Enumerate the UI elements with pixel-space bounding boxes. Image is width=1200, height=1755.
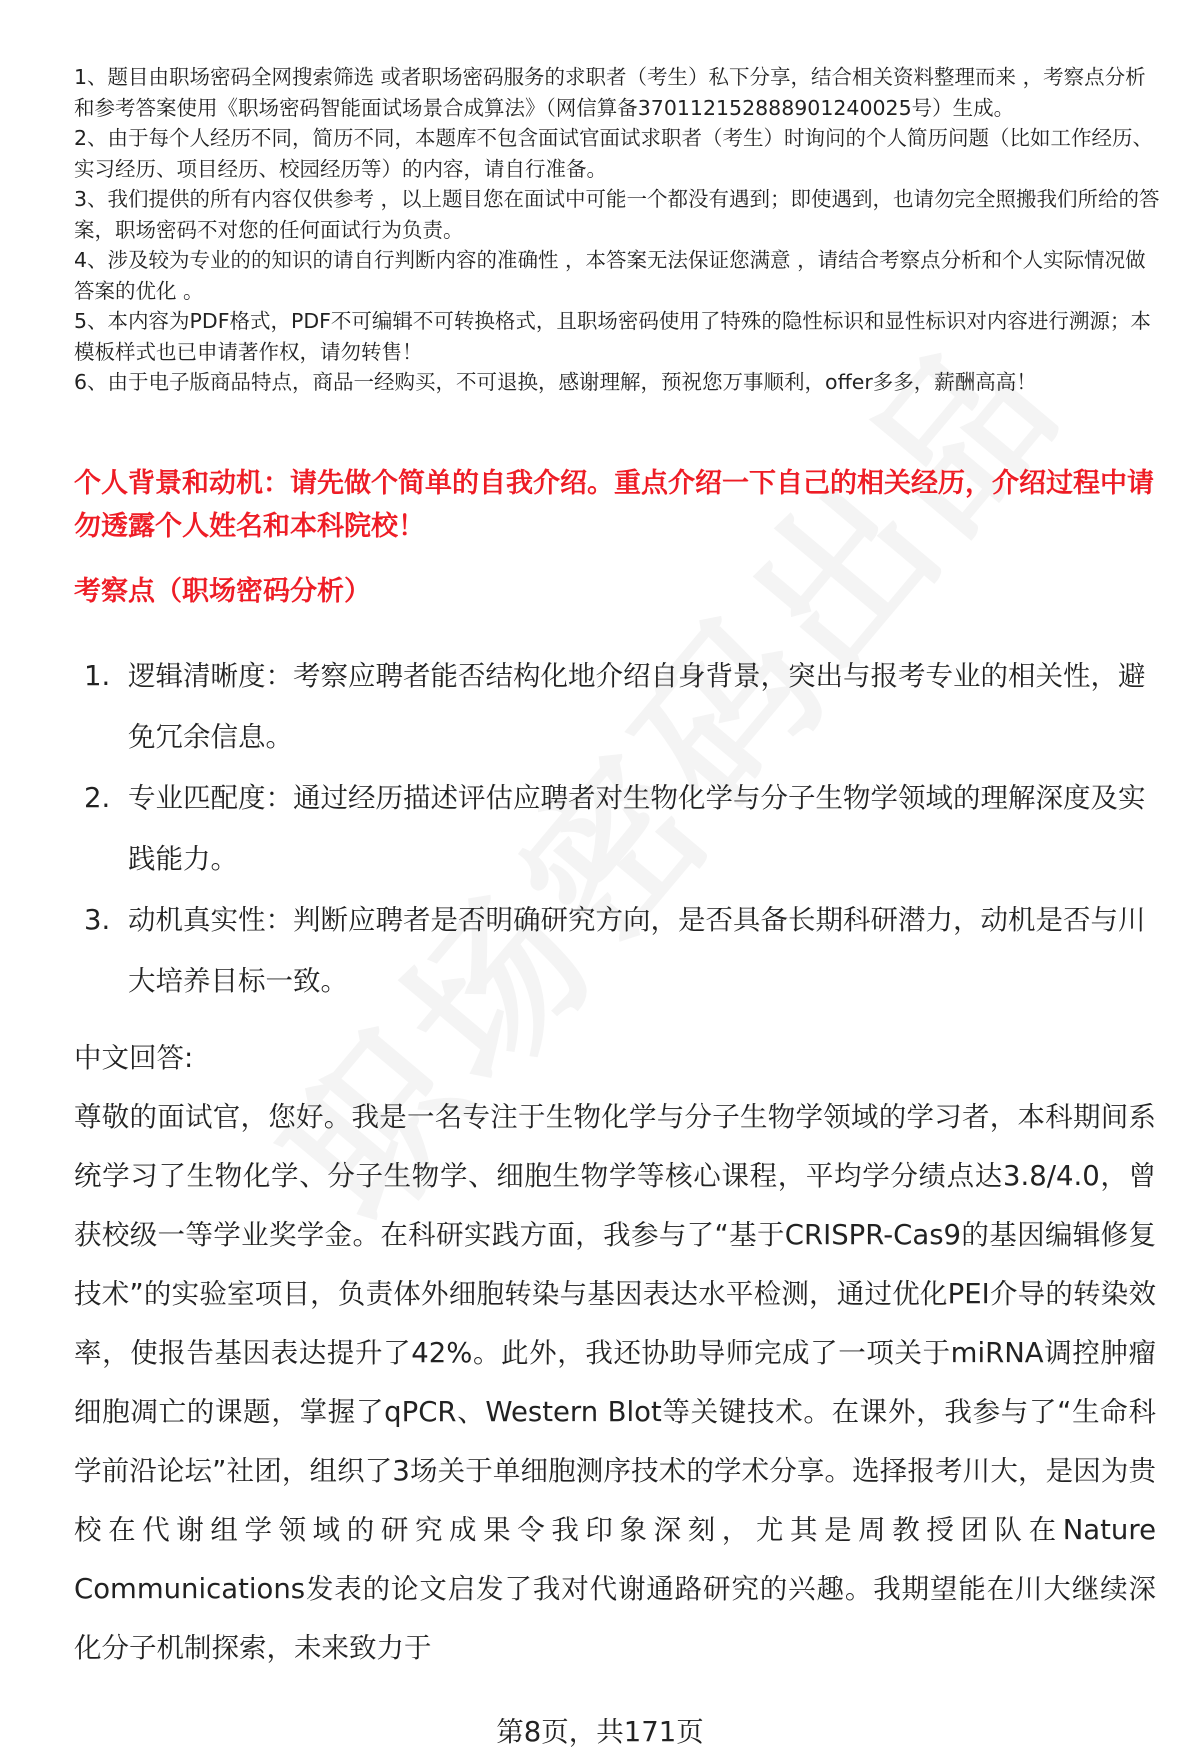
notice-block [74, 62, 1164, 398]
assessment-point [84, 890, 1164, 1012]
point-text: 逻辑清晰度：考察应聘者能否结构化地介绍自身背景，突出与报考专业的相关性，避免冗余信息。 [128, 660, 1146, 753]
assessment-point [84, 646, 1164, 768]
notice-item: 4、涉及较为专业的的知识的请自行判断内容的准确性 ，本答案无法保证您满意 ，请结合考察点分析和个人实际情况做答案的优化 。 [74, 248, 1146, 303]
point-number: 1. [84, 660, 111, 692]
assessment-point [84, 768, 1164, 890]
point-number: 2. [84, 782, 111, 814]
point-number: 3. [84, 904, 111, 936]
point-text: 动机真实性：判断应聘者是否明确研究方向，是否具备长期科研潜力，动机是否与川大培养目标一致。 [128, 904, 1146, 997]
section-title: 考察点（职场密码分析） [74, 576, 371, 607]
notice-item: 3、我们提供的所有内容仅供参考 ，以上题目您在面试中可能一个都没有遇到；即使遇到，也请勿完全照搬我们所给的答案，职场密码不对您的任何面试行为负责。 [74, 187, 1160, 242]
point-text: 专业匹配度：通过经历描述评估应聘者对生物化学与分子生物学领域的理解深度及实践能力。 [128, 782, 1146, 875]
interview-question: 个人背景和动机：请先做个简单的自我介绍。重点介绍一下自己的相关经历，介绍过程中请勿透露个人姓名和本科院校！ [74, 468, 1154, 542]
notice-item: 1、题目由职场密码全网搜索筛选 或者职场密码服务的求职者（考生）私下分享，结合相关资料整理而来 ，考察点分析和参考答案使用《职场密码智能面试场景合成算法》（网信算备370112152888901240025号）生成。 [74, 65, 1146, 120]
notice-item: 5、本内容为PDF格式，PDF不可编辑不可转换格式，且职场密码使用了特殊的隐性标识和显性标识对内容进行溯源；本模板样式也已申请著作权，请勿转售！ [74, 309, 1151, 364]
answer-text: 尊敬的面试官，您好。我是一名专注于生物化学与分子生物学领域的学习者，本科期间系统学习了生物化学、分子生物学、细胞生物学等核心课程，平均学分绩点达3.8/4.0，曾获校级一等学业奖学金。在科研实践方面，我参与了“基于CRISPR-Cas9的基因编辑修复技术”的实验室项目，负责体外细胞转染与基因表达水平检测，通过优化PEI介导的转染效率，使报告基因表达提升了42%。此外，我还协助导师完成了一项关于miRNA调控肿瘤细胞凋亡的课题，掌握了qPCR、Western Blot等关键技术。在课外，我参与了“生命科学前沿论坛”社团，组织了3场关于单细胞测序技术的学术分享。选择报考川大，是因为贵校在代谢组学领域的研究成果令我印象深刻，尤其是周教授团队在Nature Communications发表的论文启发了我对代谢通路研究的兴趣。我期望能在川大继续深化分子机制探索，未来致力于 [74, 1101, 1156, 1664]
page-footer: 第8页，共171页 [496, 1716, 704, 1748]
notice-item: 6、由于电子版商品特点，商品一经购买，不可退换，感谢理解，预祝您万事顺利，offer多多，薪酬高高！ [74, 370, 1037, 394]
notice-item: 2、由于每个人经历不同，简历不同，本题库不包含面试官面试求职者（考生）时询问的个人简历问题（比如工作经历、实习经历、项目经历、校园经历等）的内容，请自行准备。 [74, 126, 1154, 181]
assessment-points [84, 646, 1164, 1012]
answer-label: 中文回答: [74, 1042, 194, 1074]
